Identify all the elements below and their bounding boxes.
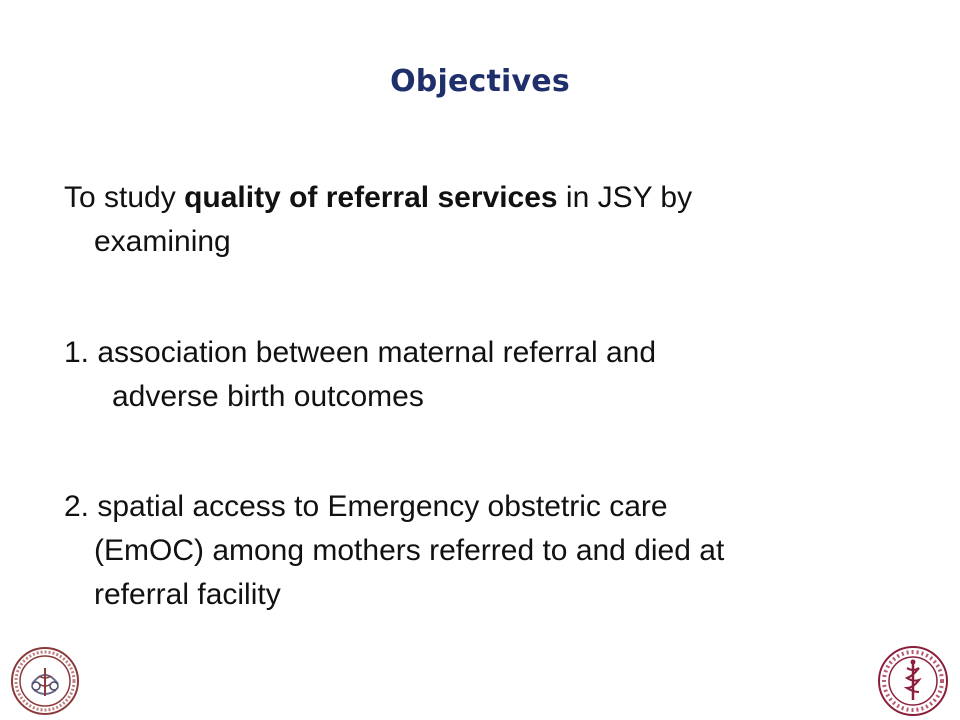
intro-paragraph xyxy=(64,176,874,264)
intro-wrap-line: examining xyxy=(94,225,231,258)
objective-2-line-3: referral facility xyxy=(94,578,281,611)
objective-1-line-1: 1. association between maternal referral and xyxy=(64,336,657,369)
intro-text-post: in JSY by xyxy=(557,181,693,214)
intro-text-bold: quality of referral services xyxy=(184,181,558,214)
medical-college-seal-icon xyxy=(10,646,80,716)
intro-text-pre: To study xyxy=(64,181,185,214)
slide-title: Objectives xyxy=(390,64,570,99)
objective-1-line-2: adverse birth outcomes xyxy=(112,380,424,413)
objective-item-2 xyxy=(64,485,874,617)
objective-2-line-1: 2. spatial access to Emergency obstetric care xyxy=(64,490,668,523)
objective-item-1 xyxy=(64,331,874,419)
karolinska-institutet-seal-icon xyxy=(876,644,950,718)
intro-line xyxy=(64,176,874,220)
objective-2-line-2: (EmOC) among mothers referred to and died at xyxy=(94,534,725,567)
